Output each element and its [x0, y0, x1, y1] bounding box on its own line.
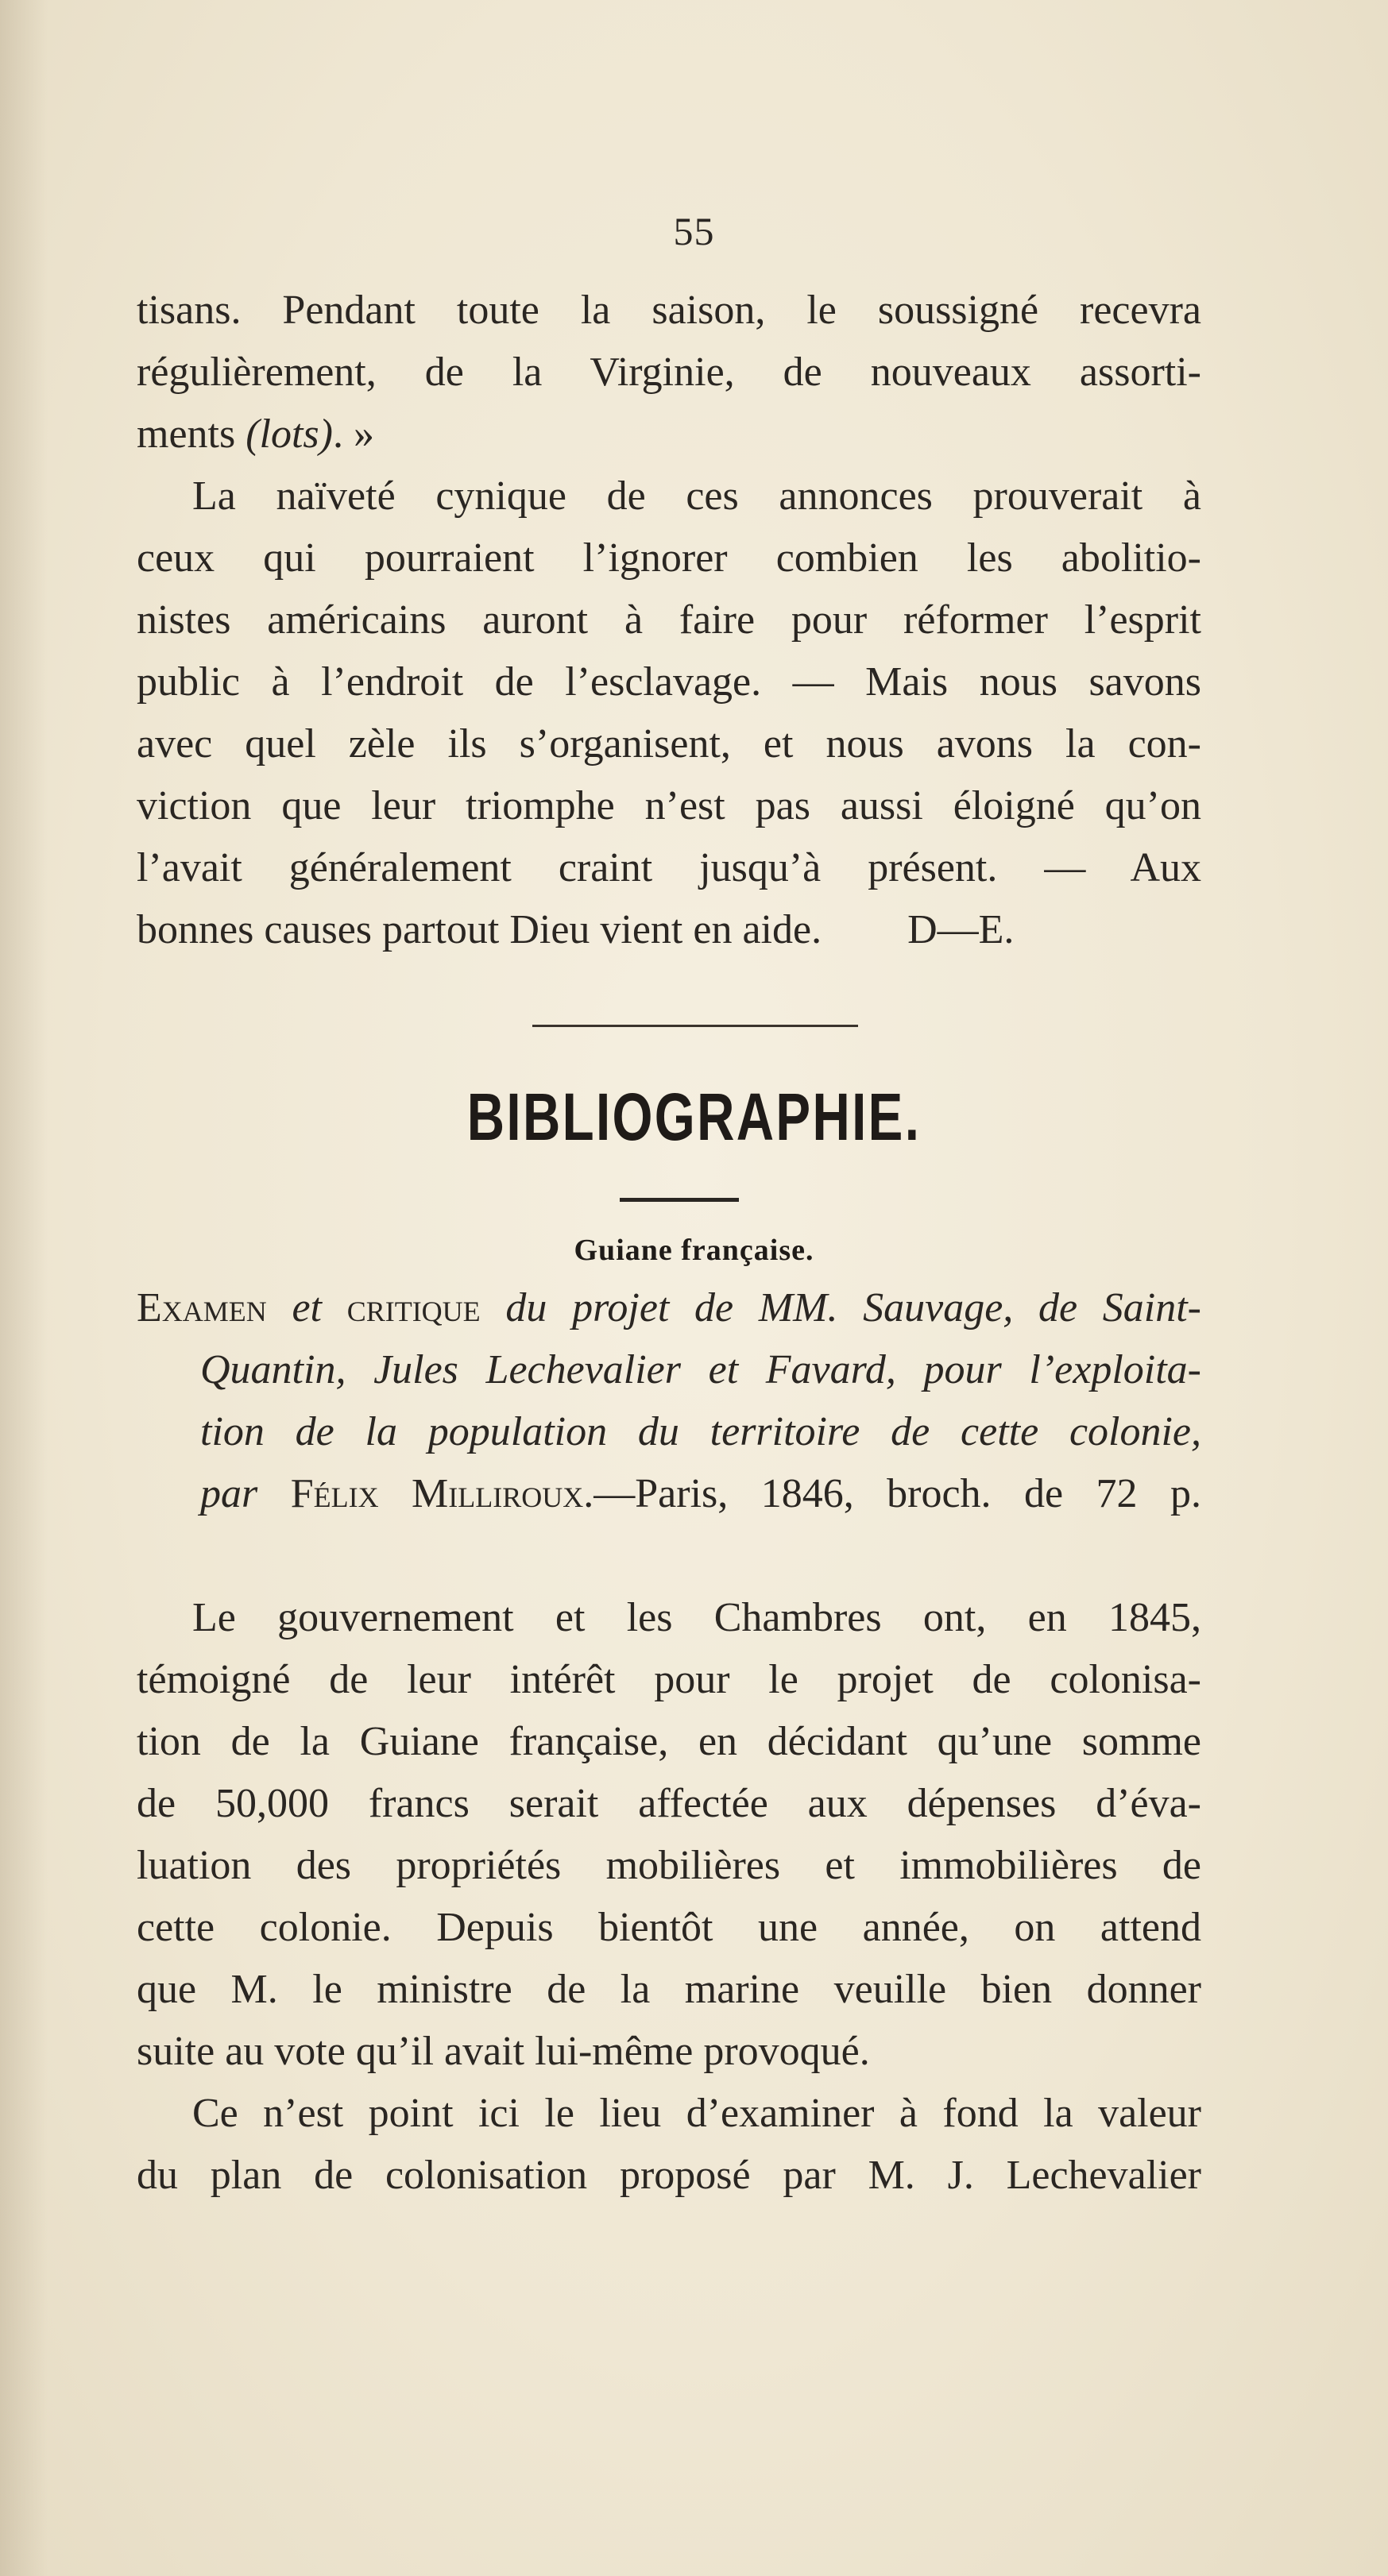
citation-line: tion de la population du territoire de cette colonie,	[200, 1409, 1201, 1454]
text-line: La naïveté cynique de ces annonces prouverait à	[192, 473, 1201, 519]
text-line: du plan de colonisation proposé par M. J. Lechevalier	[137, 2153, 1201, 2198]
citation-word: critique	[346, 1285, 481, 1330]
bottom-text-block	[137, 1587, 1201, 2207]
subheading: Guiane française.	[574, 1234, 814, 1267]
text-line: de 50,000 francs serait affectée aux dépenses d’éva-	[137, 1781, 1201, 1826]
text-line: régulièrement, de la Virginie, de nouveaux assorti-	[137, 350, 1201, 395]
text-line: témoigné de leur intérêt pour le projet de colonisa-	[137, 1657, 1201, 1702]
text-line: viction que leur triomphe n’est pas aussi éloigné qu’on	[137, 783, 1201, 828]
text-line: que M. le ministre de la marine veuille bien donner	[137, 1967, 1201, 2012]
text-line: Le gouvernement et les Chambres ont, en 1845,	[192, 1595, 1201, 1640]
text-line: cette colonie. Depuis bientôt une année, on attend	[137, 1905, 1201, 1950]
text-fragment: ments	[137, 411, 246, 457]
top-text-block	[137, 280, 1201, 961]
text-fragment: bonnes causes partout Dieu vient en aide.	[137, 907, 822, 952]
text-line: Ce n’est point ici le lieu d’examiner à fond la valeur	[192, 2091, 1201, 2136]
text-line: nistes américains auront à faire pour réformer l’esprit	[137, 597, 1201, 643]
page-number: 55	[673, 209, 715, 253]
citation-author: Félix Milliroux	[290, 1471, 584, 1516]
text-line: suite au vote qu’il avait lui-même provoqué.	[137, 2029, 870, 2074]
text-line: ceux qui pourraient l’ignorer combien les abolitio-	[137, 535, 1201, 581]
citation-entry	[137, 1277, 1201, 1525]
text-line: public à l’endroit de l’esclavage. — Mais nous savons	[137, 659, 1201, 705]
heading-rule	[620, 1198, 739, 1202]
text-line: l’avait généralement craint jusqu’à présent. — Aux	[137, 845, 1201, 890]
text-line: luation des propriétés mobilières et immobilières de	[137, 1843, 1201, 1888]
citation-word: et	[266, 1285, 347, 1330]
citation-line: Quantin, Jules Lechevalier et Favard, pour l’exploita-	[200, 1347, 1201, 1392]
italic-fragment: (lots)	[246, 411, 333, 457]
text-line: tion de la Guiane française, en décidant qu’une somme	[137, 1719, 1201, 1764]
text-line: tisans. Pendant toute la saison, le soussigné recevra	[137, 288, 1201, 333]
citation-word: Examen	[137, 1285, 267, 1330]
citation-word: par	[200, 1471, 291, 1516]
text-fragment: . »	[332, 411, 374, 457]
text-line: avec quel zèle ils s’organisent, et nous avons la con-	[137, 721, 1201, 767]
section-divider	[532, 1025, 858, 1027]
text-line	[137, 899, 1201, 961]
citation-line	[137, 1463, 1201, 1525]
author-signature: D—E.	[907, 907, 1015, 952]
text-line	[137, 404, 1201, 465]
citation-line	[137, 1277, 1201, 1339]
page-edge-shadow	[0, 0, 48, 2576]
citation-title: du projet de MM. Sauvage, de Saint-	[480, 1285, 1201, 1330]
citation-publication: .—Paris, 1846, broch. de 72 p.	[583, 1471, 1201, 1516]
section-heading: BIBLIOGRAPHIE.	[466, 1079, 922, 1154]
